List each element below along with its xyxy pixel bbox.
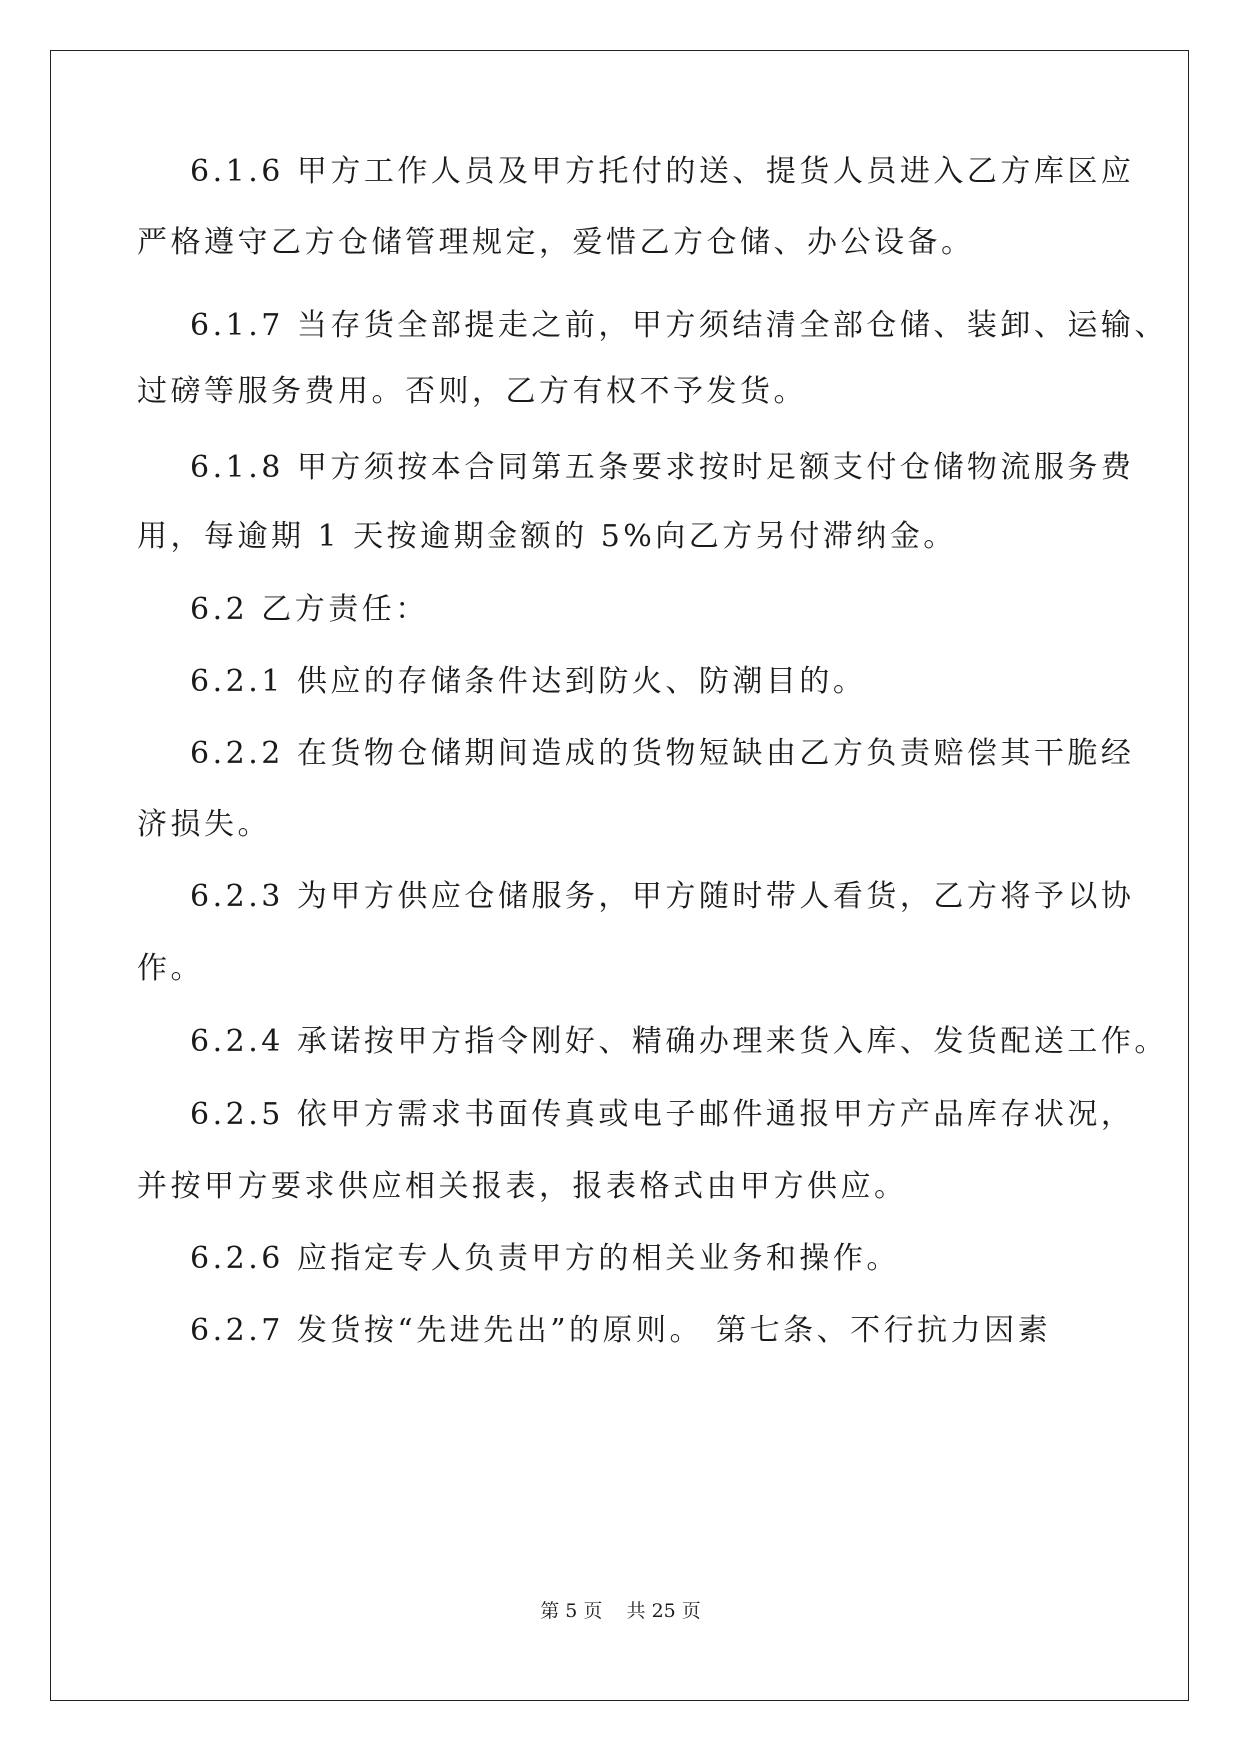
- paragraph-6-2-3-line-1: 6.2.3 为甲方供应仓储服务，甲方随时带人看货，乙方将予以协: [190, 879, 1135, 914]
- section-6-2-heading: 6.2 乙方责任：: [190, 592, 429, 627]
- paragraph-6-2-2-line-2: 济损失。: [137, 807, 271, 842]
- paragraph-6-1-8-line-1: 6.1.8 甲方须按本合同第五条要求按时足额支付仓储物流服务费: [190, 450, 1135, 485]
- paragraph-6-1-7-line-1: 6.1.7 当存货全部提走之前，甲方须结清全部仓储、装卸、运输、: [190, 308, 1168, 343]
- paragraph-6-2-5-line-1: 6.2.5 依甲方需求书面传真或电子邮件通报甲方产品库存状况，: [190, 1097, 1135, 1132]
- paragraph-6-2-1: 6.2.1 供应的存储条件达到防火、防潮目的。: [190, 664, 867, 699]
- paragraph-6-1-8-line-2: 用，每逾期 1 天按逾期金额的 5%向乙方另付滞纳金。: [137, 519, 957, 554]
- paragraph-6-2-3-line-2: 作。: [137, 951, 204, 986]
- paragraph-6-1-7-line-2: 过磅等服务费用。否则，乙方有权不予发货。: [137, 374, 807, 409]
- paragraph-6-1-6-line-2: 严格遵守乙方仓储管理规定，爱惜乙方仓储、办公设备。: [137, 225, 975, 260]
- paragraph-6-2-2-line-1: 6.2.2 在货物仓储期间造成的货物短缺由乙方负责赔偿其干脆经: [190, 736, 1135, 771]
- page-border: [50, 50, 1189, 1701]
- paragraph-6-2-5-line-2: 并按甲方要求供应相关报表，报表格式由甲方供应。: [137, 1169, 908, 1204]
- page-number-footer: 第 5 页 共 25 页: [540, 1600, 701, 1622]
- paragraph-6-2-4: 6.2.4 承诺按甲方指令刚好、精确办理来货入库、发货配送工作。: [190, 1024, 1168, 1059]
- paragraph-6-2-6: 6.2.6 应指定专人负责甲方的相关业务和操作。: [190, 1241, 900, 1276]
- paragraph-6-1-6-line-1: 6.1.6 甲方工作人员及甲方托付的送、提货人员进入乙方库区应: [190, 154, 1135, 189]
- paragraph-6-2-7: 6.2.7 发货按“先进先出”的原则。 第七条、不行抗力因素: [190, 1313, 1052, 1348]
